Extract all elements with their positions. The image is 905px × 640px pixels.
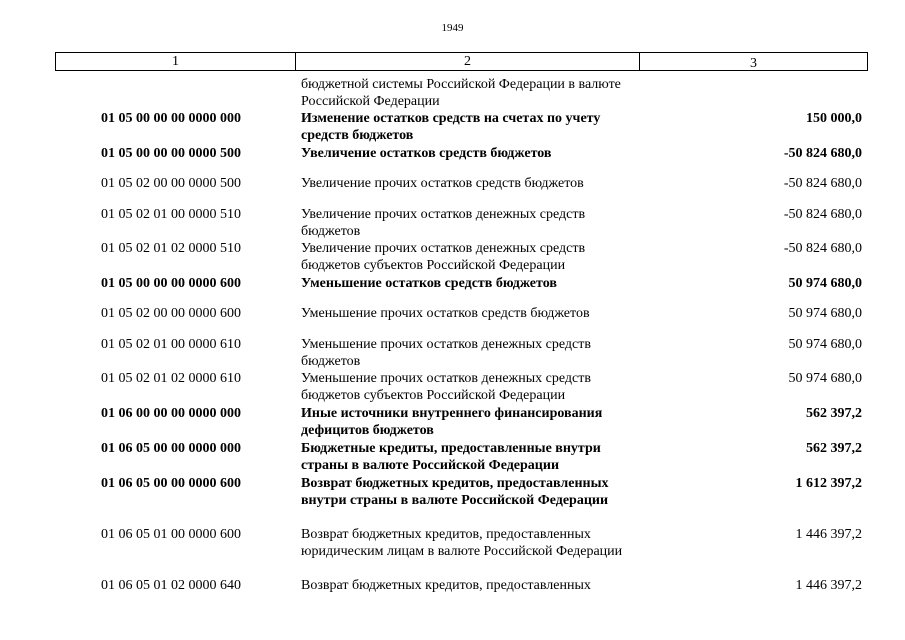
row-code: 01 05 02 00 00 0000 600 [101,306,241,321]
row-amount: 50 974 680,0 [788,276,862,291]
row-name: Возврат бюджетных кредитов, предоставленных [301,578,591,593]
row-amount: -50 824 680,0 [783,207,862,222]
page-number: 1949 [441,22,464,34]
row-name: Уменьшение прочих остатков средств бюджетов [301,306,590,321]
row-name: Увеличение остатков средств бюджетов [301,146,552,161]
row-amount: 562 397,2 [806,441,862,456]
row-code: 01 05 00 00 00 0000 500 [101,146,241,161]
row-amount: 150 000,0 [806,111,862,126]
row-name: Бюджетные кредиты, предоставленные внутри страны в валюте Российской Федерации [301,441,601,473]
row-name: Возврат бюджетных кредитов, предоставленных юридическим лицам в валюте Российской Федерации [301,527,623,559]
row-name: Уменьшение прочих остатков денежных средств бюджетов субъектов Российской Федерации [301,371,591,403]
header-col-2: 2 [296,53,640,70]
table-header [55,52,868,71]
row-code: 01 05 00 00 00 0000 600 [101,276,241,291]
row-code: 01 06 05 00 00 0000 600 [101,476,241,491]
row-amount: 1 446 397,2 [795,527,862,542]
header-col-1: 1 [56,53,296,70]
row-name: бюджетной системы Российской Федерации в валюте Российской Федерации [301,77,621,109]
row-amount: -50 824 680,0 [783,146,862,161]
row-name: Уменьшение прочих остатков денежных средств бюджетов [301,337,591,369]
row-code: 01 05 02 01 00 0000 510 [101,207,241,222]
row-amount: -50 824 680,0 [783,241,862,256]
row-name: Изменение остатков средств на счетах по учету средств бюджетов [301,111,601,143]
row-amount: 50 974 680,0 [788,371,862,386]
row-code: 01 06 05 00 00 0000 000 [101,441,241,456]
row-name: Увеличение прочих остатков денежных средств бюджетов субъектов Российской Федерации [301,241,586,273]
row-name: Увеличение прочих остатков средств бюджетов [301,176,584,191]
row-code: 01 05 02 01 00 0000 610 [101,337,241,352]
row-code: 01 05 02 01 02 0000 510 [101,241,241,256]
row-code: 01 06 05 01 02 0000 640 [101,578,241,593]
header-col-3: 3 [750,56,757,71]
row-amount: 50 974 680,0 [788,337,862,352]
row-amount: 562 397,2 [806,406,862,421]
row-name: Возврат бюджетных кредитов, предоставленных внутри страны в валюте Российской Федерации [301,476,609,508]
row-name: Иные источники внутреннего финансирования дефицитов бюджетов [301,406,603,438]
row-amount: 1 446 397,2 [795,578,862,593]
row-code: 01 06 05 01 00 0000 600 [101,527,241,542]
row-amount: -50 824 680,0 [783,176,862,191]
row-code: 01 06 00 00 00 0000 000 [101,406,241,421]
row-code: 01 05 02 01 02 0000 610 [101,371,241,386]
row-amount: 50 974 680,0 [788,306,862,321]
row-name: Увеличение прочих остатков денежных средств бюджетов [301,207,586,239]
row-code: 01 05 02 00 00 0000 500 [101,176,241,191]
row-amount: 1 612 397,2 [795,476,862,491]
row-name: Уменьшение остатков средств бюджетов [301,276,557,291]
row-code: 01 05 00 00 00 0000 000 [101,111,241,126]
